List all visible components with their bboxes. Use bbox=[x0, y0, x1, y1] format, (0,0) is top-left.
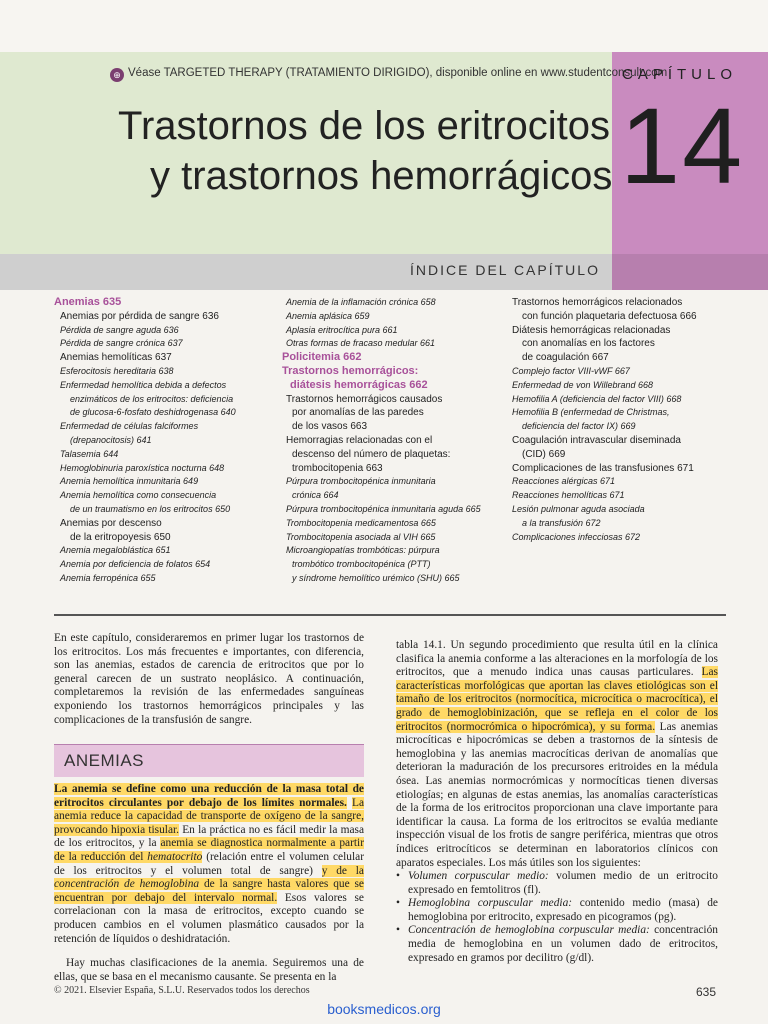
student-consult-icon: ⊕ bbox=[110, 68, 124, 82]
toc-entry: Hemofilia B (enfermedad de Christmas, bbox=[512, 407, 670, 418]
toc-entry: Anemias 635 bbox=[54, 296, 122, 308]
list-item bbox=[396, 897, 718, 924]
section-heading: ANEMIAS bbox=[64, 751, 145, 770]
definition-paragraph bbox=[54, 783, 364, 946]
toc-entry: con función plaquetaria defectuosa 666 bbox=[522, 310, 697, 322]
online-notice bbox=[110, 67, 667, 82]
italic-term: concentración de hemoglobina bbox=[54, 878, 200, 891]
toc-entry: de la eritropoyesis 650 bbox=[70, 531, 171, 543]
toc-entry: Enfermedad hemolítica debida a defectos bbox=[60, 379, 227, 390]
toc-entry: Aplasia eritrocítica pura 661 bbox=[286, 324, 398, 335]
text-segment: tabla 14.1. Un segundo procedimiento que resulta útil en la clínica clasifica la anemia conforme a las alteraciones en la morfología de los eritrocitos, que a menudo indica unas causas particulares. bbox=[396, 639, 718, 679]
toc-entry: Anemias por pérdida de sangre 636 bbox=[60, 310, 219, 322]
list-item bbox=[396, 870, 718, 897]
toc-entry: Reacciones alérgicas 671 bbox=[512, 476, 616, 487]
toc-entry: de un traumatismo en los eritrocitos 650 bbox=[70, 503, 231, 514]
toc-entry: trombótico trombocitopénica (PTT) bbox=[292, 559, 431, 570]
toc-entry: Anemia ferropénica 655 bbox=[60, 572, 156, 583]
copyright: © 2021. Elsevier España, S.L.U. Reservados todos los derechos bbox=[54, 985, 310, 996]
toc-entry: y síndrome hemolítico urémico (SHU) 665 bbox=[292, 572, 460, 583]
toc-entry: de los vasos 663 bbox=[292, 421, 368, 433]
toc-entry: Pérdida de sangre crónica 637 bbox=[60, 338, 183, 349]
text-segment: contenido medio (masa) de hemoglobina por eritrocito, expresado en picogramos (pg). bbox=[408, 897, 718, 923]
intro-text: En este capítulo, consideraremos en primer lugar los trastornos de los eritrocitos. Los más frecuentes e importantes, con diferencia, son las anemias, estados de carencia de eritrocitos que por lo general carecen de un sustrato neoplásico. A continuación, completaremos la revisión de las enfermedades sanguíneas exponiendo los trastornos hemorrágicos principales y las complicaciones de la transfusión de sangre. bbox=[54, 632, 364, 726]
toc-entry: Complicaciones infecciosas 672 bbox=[512, 531, 641, 542]
header-title-band bbox=[0, 52, 612, 254]
index-band-accent bbox=[612, 254, 768, 290]
toc-entry: Trastornos hemorrágicos relacionados bbox=[512, 297, 683, 308]
toc-entry: Púrpura trombocitopénica inmunitaria bbox=[286, 476, 436, 487]
chapter-label: CAPÍTULO bbox=[622, 66, 738, 83]
toc-divider bbox=[54, 614, 726, 616]
toc-entry: Trombocitopenia medicamentosa 665 bbox=[286, 517, 436, 528]
toc-entry: Anemias por descenso bbox=[60, 517, 162, 529]
toc-entry: Complicaciones de las transfusiones 671 bbox=[512, 462, 694, 474]
toc-entry: (CID) 669 bbox=[522, 448, 566, 460]
toc-entry: a la transfusión 672 bbox=[522, 517, 601, 528]
toc-entry: Anemia hemolítica inmunitaria 649 bbox=[60, 476, 199, 487]
toc-entry: Trastornos hemorrágicos: bbox=[282, 364, 419, 377]
page-number: 635 bbox=[696, 985, 717, 999]
online-notice-text: Véase TARGETED THERAPY (TRATAMIENTO DIRIGIDO), disponible online en www.studentconsult.com bbox=[128, 67, 668, 79]
text-segment: Esos valores se correlacionan con la masa de eritrocitos, excepto cuando se producen cambios en el volumen plasmático causados por la retención de líquidos o deshidratación. bbox=[54, 891, 364, 945]
text-segment: de la sangre hasta valores que se encuentran por debajo del intervalo normal. bbox=[54, 878, 364, 904]
toc-entry: de glucosa-6-fosfato deshidrogenasa 640 bbox=[70, 407, 236, 418]
toc-entry: Anemia hemolítica como consecuencia bbox=[60, 490, 217, 501]
header-top-band bbox=[0, 0, 768, 52]
toc-entry: Púrpura trombocitopénica inmunitaria aguda 665 bbox=[286, 503, 481, 514]
toc-entry: Hemoglobinuria paroxística nocturna 648 bbox=[60, 462, 225, 473]
toc-entry: Otras formas de fracaso medular 661 bbox=[286, 338, 436, 349]
toc-column-3 bbox=[512, 296, 697, 544]
index-heading: ÍNDICE DEL CAPÍTULO bbox=[410, 262, 600, 278]
toc-entry: Enfermedad de von Willebrand 668 bbox=[512, 379, 654, 390]
toc-entry: descenso del número de plaquetas: bbox=[292, 448, 451, 460]
toc-entry: Policitemia 662 bbox=[282, 351, 362, 364]
toc-entry: Enfermedad de células falciformes bbox=[60, 421, 199, 432]
site-watermark[interactable]: booksmedicos.org bbox=[327, 1001, 441, 1017]
highlight-capacity: La anemia reduce la capacidad de transporte de oxígeno de la sangre, provocando hipoxia tisular. bbox=[54, 796, 364, 836]
toc-column-1 bbox=[54, 296, 236, 586]
italic-term: Volumen corpuscular medio: bbox=[408, 870, 549, 883]
toc-entry: por anomalías de las paredes bbox=[292, 407, 424, 419]
toc-entry: Diátesis hemorrágicas relacionadas bbox=[512, 324, 671, 336]
text-segment: En la práctica no es fácil medir la masa de los eritrocitos, y la bbox=[54, 823, 365, 850]
text-segment: concentración media de hemoglobina en un volumen dado de eritrocitos, expresado en gramos por decilitro (g/dl). bbox=[408, 924, 718, 964]
toc-entry: Anemia aplásica 659 bbox=[286, 310, 370, 321]
text-segment: (relación entre el volumen celular de los eritrocitos y el volumen total de sangre) bbox=[54, 850, 364, 877]
toc-entry: Pérdida de sangre aguda 636 bbox=[60, 324, 179, 335]
toc-entry: Anemia megaloblástica 651 bbox=[60, 545, 171, 556]
toc-entry: Talasemia 644 bbox=[60, 448, 119, 459]
toc-entry: Hemorragias relacionadas con el bbox=[286, 434, 433, 446]
toc-entry: enzimáticos de los eritrocitos: deficiencia bbox=[70, 393, 234, 404]
toc-entry: Reacciones hemolíticas 671 bbox=[512, 490, 625, 501]
toc-entry: Hemofilia A (deficiencia del factor VIII) 668 bbox=[512, 393, 682, 404]
chapter-title-line1: Trastornos de los eritrocitos bbox=[118, 104, 611, 148]
toc-entry: Lesión pulmonar aguda asociada bbox=[512, 503, 645, 514]
classification-text: Hay muchas clasificaciones de la anemia. Seguiremos una de ellas, que se basa en el mecanismo causante. Se presenta en la bbox=[54, 957, 364, 983]
italic-term: hematocrito bbox=[143, 850, 203, 863]
toc-column-2 bbox=[282, 296, 481, 586]
toc-entry: Anemia por deficiencia de folatos 654 bbox=[60, 559, 211, 570]
toc-entry: Coagulación intravascular diseminada bbox=[512, 434, 681, 446]
text-segment: anemia se diagnostica normalmente a partir de la reducción del bbox=[54, 837, 364, 863]
toc-entry: Esferocitosis hereditaria 638 bbox=[60, 365, 174, 376]
toc-entry: crónica 664 bbox=[292, 490, 339, 501]
list-item bbox=[396, 924, 718, 965]
toc-entry: de coagulación 667 bbox=[522, 352, 609, 364]
intro-paragraph bbox=[54, 632, 364, 727]
toc-entry: Trastornos hemorrágicos causados bbox=[286, 393, 443, 405]
toc-entry: Complejo factor VIII-vWF 667 bbox=[512, 365, 630, 376]
text-segment: y de la bbox=[321, 864, 364, 877]
highlight-definition: La anemia se define como una reducción de la masa total de eritrocitos circulantes por debajo de los límites normales. bbox=[54, 783, 364, 809]
chapter-number: 14 bbox=[620, 85, 745, 206]
toc-entry: trombocitopenia 663 bbox=[292, 462, 383, 474]
toc-entry: deficiencia del factor IX) 669 bbox=[522, 421, 636, 432]
morphology-paragraph bbox=[396, 639, 718, 965]
highlight-morphology: Las características morfológicas que aportan las claves etiológicas son el tamaño de los eritrocitos (normocítica, microcítica o macrocítica), el grado de hemoglobinización, que se refleja en el color de los eritrocitos (normocrómica o hipocrómica), y su forma. bbox=[396, 666, 718, 733]
italic-term: Concentración de hemoglobina corpuscular media: bbox=[408, 924, 650, 937]
toc-entry: Microangiopatías trombóticas: púrpura bbox=[286, 545, 440, 556]
italic-term: Hemoglobina corpuscular media: bbox=[408, 897, 573, 910]
toc-entry: Anemia de la inflamación crónica 658 bbox=[286, 297, 436, 307]
toc-entry: Anemias hemolíticas 637 bbox=[60, 352, 172, 364]
text-segment: volumen medio de un eritrocito expresado en femtolitros (fl). bbox=[408, 870, 718, 896]
indices-list bbox=[396, 870, 718, 965]
toc-entry: diátesis hemorrágicas 662 bbox=[290, 378, 428, 391]
toc-entry: Trombocitopenia asociada al VIH 665 bbox=[286, 531, 436, 542]
text-segment: Las anemias microcíticas e hipocrómicas se deben a trastornos de la síntesis de hemoglobina y las anemias macrocíticas derivan de anomalías que deterioran la maduración de los precursores eritroides en la médula ósea. Las anemias normocrómicas y normocíticas tienen diversas etiologías; en algunas de estas anemias, las anomalías características de la forma de los eritrocitos proporcionan una clave importante para identificar la causa. La forma de los eritrocitos se evalúa mediante inspección visual de los frotis de sangre periférica, mientras que otros índices eritrocíticos se determinan en laboratorios clínicos con aparatos especiales. Los más útiles son los siguientes: bbox=[396, 720, 718, 869]
toc-entry: con anomalías en los factores bbox=[522, 338, 655, 350]
chapter-title-line2: y trastornos hemorrágicos bbox=[150, 154, 613, 198]
toc-entry: (drepanocitosis) 641 bbox=[70, 434, 152, 445]
classification-paragraph bbox=[54, 957, 364, 984]
